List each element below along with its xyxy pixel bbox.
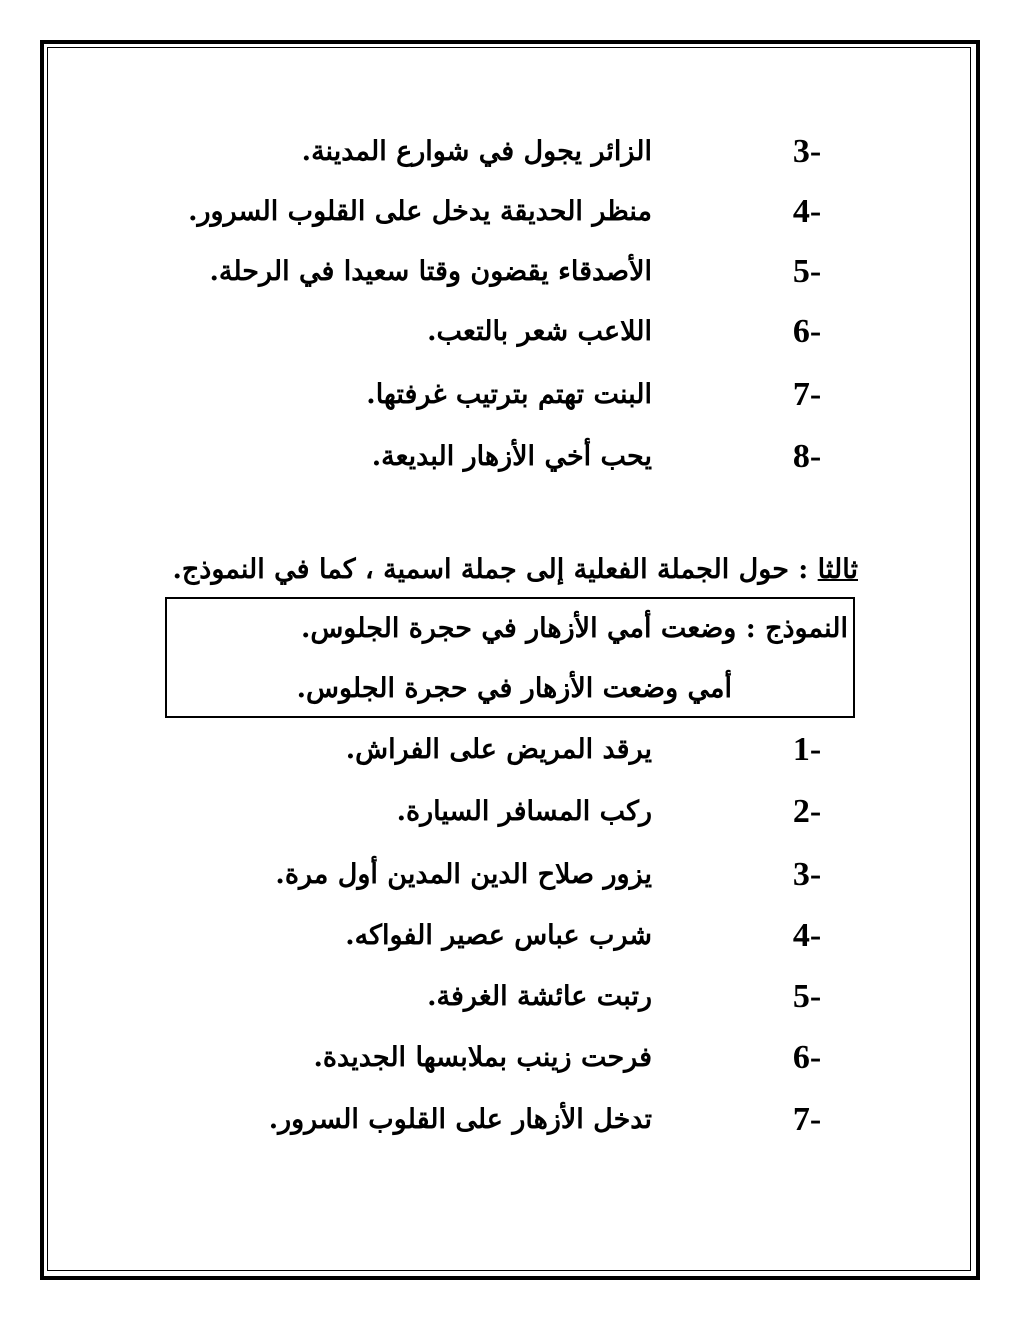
item-sentence: منظر الحديقة يدخل على القلوب السرور. (188, 196, 652, 227)
list-item (0, 242, 1020, 302)
item-sentence: يزور صلاح الدين المدين أول مرة. (275, 859, 652, 890)
item-sentence: اللاعب شعر بالتعب. (427, 316, 652, 347)
section-instruction: : حول الجملة الفعلية إلى جملة اسمية ، كما في النموذج. (172, 554, 818, 585)
item-number: 6- (792, 313, 822, 350)
item-sentence: البنت تهتم بترتيب غرفتها. (366, 379, 652, 410)
item-number: 3- (792, 856, 822, 893)
item-number: 1- (792, 731, 822, 768)
item-number: 6- (792, 1039, 822, 1076)
list-item (0, 782, 1020, 842)
section-heading (172, 540, 858, 600)
list-item (0, 845, 1020, 905)
model-sentence-converted: أمي وضعت الأزهار في حجرة الجلوس. (296, 673, 732, 704)
item-number: 4- (792, 917, 822, 954)
item-sentence: يرقد المريض على الفراش. (345, 734, 652, 765)
item-sentence: الزائر يجول في شوارع المدينة. (301, 136, 652, 167)
list-item (0, 967, 1020, 1027)
model-sentence-original: النموذج : وضعت أمي الأزهار في حجرة الجلوس. (300, 613, 848, 644)
item-number: 5- (792, 978, 822, 1015)
item-sentence: ركب المسافر السيارة. (396, 796, 652, 827)
list-item (0, 122, 1020, 182)
section-label: ثالثا (817, 554, 858, 585)
item-sentence: تدخل الأزهار على القلوب السرور. (268, 1104, 652, 1135)
item-number: 5- (792, 253, 822, 290)
list-item (0, 427, 1020, 487)
item-sentence: رتبت عائشة الغرفة. (427, 981, 652, 1012)
item-number: 4- (792, 193, 822, 230)
item-sentence: الأصدقاء يقضون وقتا سعيدا في الرحلة. (209, 256, 652, 287)
list-item (0, 720, 1020, 780)
item-number: 3- (792, 133, 822, 170)
item-sentence: يحب أخي الأزهار البديعة. (371, 441, 652, 472)
item-sentence: فرحت زينب بملابسها الجديدة. (313, 1042, 652, 1073)
item-sentence: شرب عباس عصير الفواكه. (345, 920, 652, 951)
list-item (0, 182, 1020, 242)
list-item (0, 302, 1020, 362)
list-item (0, 1090, 1020, 1150)
item-number: 2- (792, 793, 822, 830)
item-number: 8- (792, 438, 822, 475)
list-item (0, 365, 1020, 425)
item-number: 7- (792, 376, 822, 413)
item-number: 7- (792, 1101, 822, 1138)
list-item (0, 1028, 1020, 1088)
list-item (0, 906, 1020, 966)
